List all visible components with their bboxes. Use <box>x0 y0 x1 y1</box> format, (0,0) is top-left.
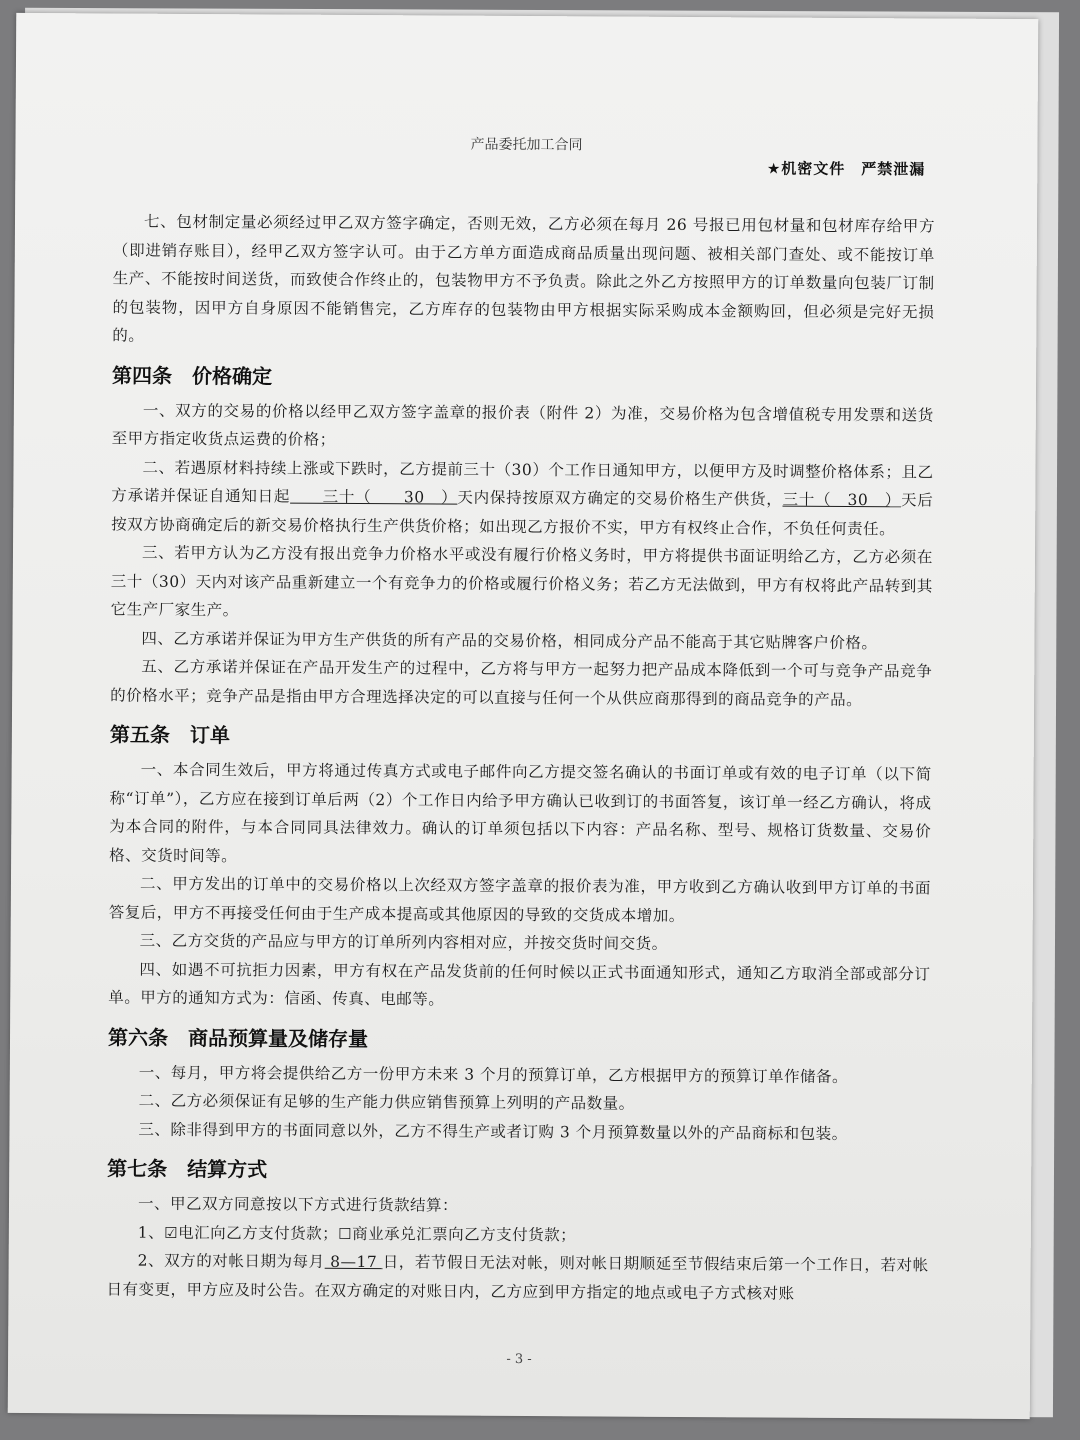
article-7-heading: 第七条 结算方式 <box>107 1156 268 1182</box>
article-6-heading: 第六条 商品预算量及储存量 <box>107 1024 369 1051</box>
article-4-clause-2-text-a: 二、若遇原材料持续上涨或下跌时，乙方提前三十（30）个工作日通知甲方，以便甲方及时调整价格体系；且乙方承诺并保证自通知日起 <box>111 458 934 506</box>
article-7-clause-2-prefix: 1、 <box>137 1223 165 1242</box>
checked-box-icon: ☑ <box>164 1223 179 1242</box>
confidential-mark: ★机密文件 严禁泄漏 <box>766 159 926 179</box>
article-4-clause-1: 一、双方的交易的价格以经甲乙双方签字盖章的报价表（附件 2）为准，交易价格为包含增值税专用发票和送货至甲方指定收货点运费的价格； <box>111 401 934 449</box>
article-5-clause-1: 一、本合同生效后，甲方将通过传真方式或电子邮件向乙方提交签名确认的书面订单或有效的电子订单（以下简称“订单”），乙方应在接到订单后两（2）个工作日内给予甲方确认已收到订的书面答复，该订单一经乙方确认，将成为本合同的附件，与本合同同具法律效力。确认的订单须包括以下内容：产品名称、型号、规格订货数量、交易价格、交货时间等。 <box>109 760 932 865</box>
article-4-clause-5: 五、乙方承诺并保证在产品开发生产的过程中，乙方将与甲方一起努力把产品成本降低到一个可与竞争产品竞争的价格水平；竞争产品是指由甲方合理选择决定的可以直接与任何一个从供应商那得到的商品竞争的产品。 <box>110 657 933 709</box>
document-page <box>8 13 1039 1419</box>
article-4-clause-2 <box>111 453 934 544</box>
article-6-clause-1: 一、每月，甲方将会提供给乙方一份甲方未来 3 个月的预算订单，乙方根据甲方的预算订单作储备。 <box>138 1063 849 1086</box>
article-4-clause-2-text-c: 天后按双方协商确定后的新交易价格执行生产供货价格；如出现乙方报价不实，甲方有权终止合作，不负任何责任。 <box>111 491 934 538</box>
page-number: - 3 - <box>506 1351 532 1368</box>
article-5-heading: 第五条 订单 <box>109 722 230 748</box>
reconcile-dates-blank: 8—17 <box>324 1252 383 1272</box>
article-4-heading: 第四条 价格确定 <box>112 362 273 388</box>
article-5-clause-4: 四、如遇不可抗拒力因素，甲方有权在产品发货前的任何时候以正式书面通知形式，通知乙方取消全部或部分订单。甲方的通知方式为：信函、传真、电邮等。 <box>108 960 931 1009</box>
document-header-title: 产品委托加工合同 <box>470 136 583 154</box>
article-5-clause-3: 三、乙方交货的产品应与甲方的订单所列内容相对应，并按交货时间交货。 <box>139 931 668 953</box>
unchecked-box-icon: ☐ <box>338 1224 353 1243</box>
article-5-clause-2: 二、甲方发出的订单中的交易价格以上次经双方签字盖章的报价表为准，甲方收到乙方确认收到甲方订单的书面答复后，甲方不再接受任何由于生产成本提高或其他原因的导致的交货成本增加。 <box>108 874 932 925</box>
payment-option-wire: 电汇向乙方支付货款； <box>178 1223 339 1243</box>
document-body <box>106 207 935 1308</box>
article-7-clause-3-text-b: 日，若节假日无法对帐，则对帐日期顺延至节假结束后第一个工作日，若对帐日有变更，甲方应及时公告。在双方确定的对账日内，乙方应到甲方指定的地点或电子方式核对账 <box>106 1253 929 1303</box>
article-7-clause-1: 一、甲乙双方同意按以下方式进行货款结算： <box>137 1194 459 1215</box>
article-7-clause-3-text-a: 2、双方的对帐日期为每月 <box>137 1251 325 1271</box>
article-6-clause-2: 二、乙方必须保证有足够的生产能力供应销售预算上列明的产品数量。 <box>138 1091 635 1113</box>
price-days-blank: 三十（ 30 ） <box>782 490 902 510</box>
article-7-clause-3 <box>106 1246 928 1308</box>
article-4-clause-3: 三、若甲方认为乙方没有报出竞争力价格水平或没有履行价格义务时，甲方将提供书面证明给乙方，乙方必须在三十（30）天内对该产品重新建立一个有竞争力的价格或履行价格义务；若乙方无法做到，甲方有权将此产品转到其它生产厂家生产。 <box>110 543 934 620</box>
clause-3-7: 七、包材制定量必须经过甲乙双方签字确定，否则无效，乙方必须在每月 26 号报已用包材量和包材库存给甲方（即进销存账目），经甲乙双方签字认可。由于乙方单方面造成商品质量出现问题、被相关部门查处、或不能按订单生产、不能按时间送货，而致使合作终止的，包装物甲方不予负责。除此之外乙方按照甲方的订单数量向包装厂订制的包装物，因甲方自身原因不能销售完，乙方库存的包装物由甲方根据实际采购成本金额购回，但必须是完好无损的。 <box>112 212 936 345</box>
article-4-clause-4: 四、乙方承诺并保证为甲方生产供货的所有产品的交易价格，相同成分产品不能高于其它贴牌客户价格。 <box>141 629 878 652</box>
article-6-clause-3: 三、除非得到甲方的书面同意以外，乙方不得生产或者订购 3 个月预算数量以外的产品商标和包装。 <box>138 1120 848 1143</box>
notice-days-blank: 三十（ 30 ） <box>290 487 458 507</box>
payment-option-bill: 商业承兑汇票向乙方支付货款； <box>352 1224 577 1244</box>
article-4-clause-2-text-b: 天内保持按原双方确定的交易价格生产供货， <box>457 488 783 509</box>
